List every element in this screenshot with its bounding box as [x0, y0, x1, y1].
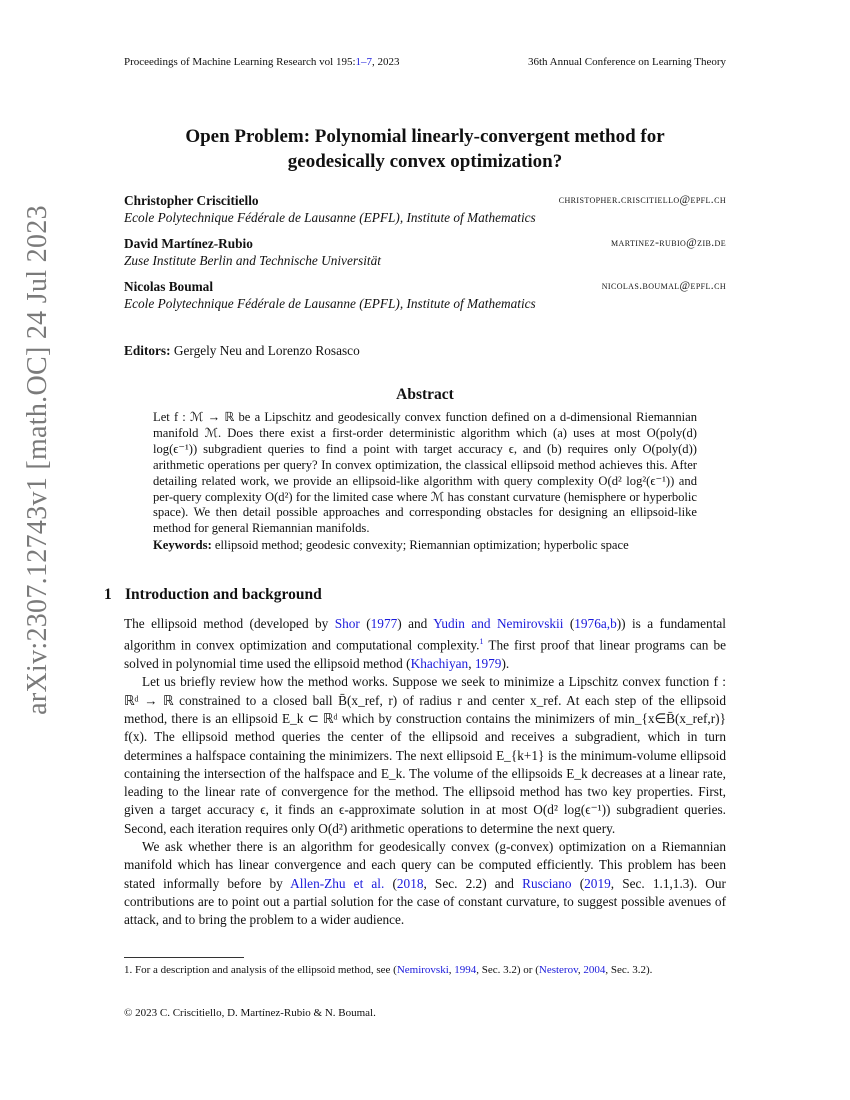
keywords-label: Keywords: — [153, 538, 212, 553]
editors-label: Editors: — [124, 343, 171, 358]
section-number: 1 — [104, 586, 112, 603]
author-email[interactable]: christopher.criscitiello@epfl.ch — [558, 194, 726, 206]
editors-line — [124, 343, 360, 359]
citation-link[interactable]: Khachiyan — [410, 656, 469, 672]
footnote-divider — [124, 957, 244, 958]
author-entry — [124, 278, 726, 312]
author-block — [124, 192, 726, 321]
citation-link[interactable]: 1977 — [370, 616, 398, 631]
title-line-2: geodesically convex optimization? — [287, 151, 563, 172]
citation-link[interactable]: 2019 — [584, 875, 611, 891]
citation-link[interactable]: 2004 — [583, 964, 606, 976]
citation-link[interactable]: Rusciano — [522, 875, 572, 891]
abstract-heading: Abstract — [396, 386, 454, 403]
title-line-1: Open Problem: Polynomial linearly-convergent method for — [185, 126, 665, 147]
citation-link[interactable]: Shor — [334, 616, 360, 631]
footnote-marker[interactable]: 1 — [479, 637, 484, 647]
author-entry — [124, 235, 726, 269]
citation-link[interactable]: Allen-Zhu et al. — [290, 875, 385, 891]
paper-title — [124, 124, 726, 174]
citation-link[interactable]: 1994 — [454, 964, 477, 976]
author-email[interactable]: nicolas.boumal@epfl.ch — [601, 280, 726, 292]
editors-names: Gergely Neu and Lorenzo Rosasco — [173, 343, 360, 358]
page-range-link[interactable]: 1–7 — [355, 56, 373, 68]
running-header — [124, 56, 726, 68]
paragraph: Let us briefly review how the method works. Suppose we seek to minimize a Lipschitz convex function f : ℝᵈ → ℝ constrained to a closed ball B̄(x_ref, r) of radius r and center x_ref. At each step of the ellipsoid method, there is an ellipsoid E_k ⊂ ℝᵈ which by construction contains the minimizers of min_{x∈B̄(x_ref,r)} f(x). The ellipsoid method queries the center of the ellipsoid and receives a subgradient, which in turn determines a halfspace containing the minimizers. The next ellipsoid E_{k+1} is the minimum-volume ellipsoid containing the intersection of the halfspace and E_k. The volume of the ellipsoids E_k decreases at a linear rate, leading to the linear rate of convergence for the method. The ellipsoid method has two key properties. First, given a target accuracy ϵ, it finds an ϵ-approximate solution in at most O(d² log(ϵ⁻¹)) subgradient queries. Second, each iteration requires only O(d²) arithmetic operations to determine the next query. — [124, 674, 726, 836]
author-name: Nicolas Boumal — [124, 279, 214, 294]
paragraph: The ellipsoid method (developed by Shor (1977) and Yudin and Nemirovskii (1976a,b)) is a fundamental algorithm in convex optimization and computational complexity.$^1$ The first proof that linear programs can be solved in polynomial time used the ellipsoid method (Khachiyan, 1979). — [124, 616, 726, 672]
footnote: 1. For a description and analysis of the ellipsoid method, see (Nemirovski, 1994, Sec. 3.2) or (Nesterov, 2004, Sec. 3.2). — [124, 964, 653, 976]
author-email[interactable]: martinez-rubio@zib.de — [611, 237, 726, 249]
keywords-line — [153, 538, 697, 554]
author-affiliation: Ecole Polytechnique Fédérale de Lausanne (EPFL), Institute of Mathematics — [124, 210, 536, 225]
citation-link[interactable]: 1979 — [474, 656, 502, 672]
copyright-notice: © 2023 C. Criscitiello, D. Martínez-Rubio & N. Boumal. — [124, 1007, 376, 1019]
abstract-body — [153, 410, 697, 554]
author-entry — [124, 192, 726, 226]
citation-link[interactable]: Yudin and Nemirovskii — [433, 616, 564, 631]
citation-link[interactable]: 2018 — [396, 875, 424, 891]
journal-info: Proceedings of Machine Learning Research vol 195:1–7, 2023 — [124, 56, 400, 68]
keywords-list: ellipsoid method; geodesic convexity; Riemannian optimization; hyperbolic space — [214, 538, 629, 553]
author-name: David Martínez-Rubio — [124, 236, 253, 251]
citation-link[interactable]: 1976a,b — [574, 616, 617, 631]
author-affiliation: Ecole Polytechnique Fédérale de Lausanne (EPFL), Institute of Mathematics — [124, 296, 536, 311]
citation-link[interactable]: Nemirovski — [396, 964, 449, 976]
citation-link[interactable]: Nesterov — [538, 964, 578, 976]
section-title: Introduction and background — [125, 586, 322, 603]
paragraph: We ask whether there is an algorithm for geodesically convex (g-convex) optimization on a Riemannian manifold which has linear convergence and each query can be computed efficiently. This problem has been stated informally before by Allen-Zhu et al. (2018, Sec. 2.2) and Rusciano (2019, Sec. 1.1,1.3). Our contributions are to point out a partial solution for the case of constant curvature, to suggest possible avenues of attack, and to bring the problem to a wider audience. — [124, 838, 726, 928]
author-name: Christopher Criscitiello — [124, 193, 259, 208]
section-heading — [104, 586, 726, 604]
conference-name: 36th Annual Conference on Learning Theory — [527, 56, 726, 68]
arxiv-sidebar — [22, 205, 53, 715]
section-body — [124, 615, 726, 929]
author-affiliation: Zuse Institute Berlin and Technische Universität — [124, 253, 381, 268]
abstract-text: Let f : ℳ → ℝ be a Lipschitz and geodesically convex function defined on a d-dimensional Riemannian manifold ℳ. Does there exist a first-order deterministic algorithm which (a) uses at most O(poly(d) log(ϵ⁻¹)) subgradient queries to find a point with target accuracy ϵ, and (b) requires only O(poly(d)) arithmetic operations per query? In convex optimization, the classical ellipsoid method achieves this. After detailing related work, we provide an ellipsoid-like algorithm with query complexity O(d² log²(ϵ⁻¹)) and per-query complexity O(d²) for the limited case where ℳ has constant curvature (hemisphere or hyperbolic space). We then detail possible approaches and corresponding obstacles for designing an ellipsoid-like method for general Riemannian manifolds. — [153, 410, 697, 536]
arxiv-identifier: arXiv:2307.12743v1 [math.OC] 24 Jul 2023 — [22, 205, 53, 715]
